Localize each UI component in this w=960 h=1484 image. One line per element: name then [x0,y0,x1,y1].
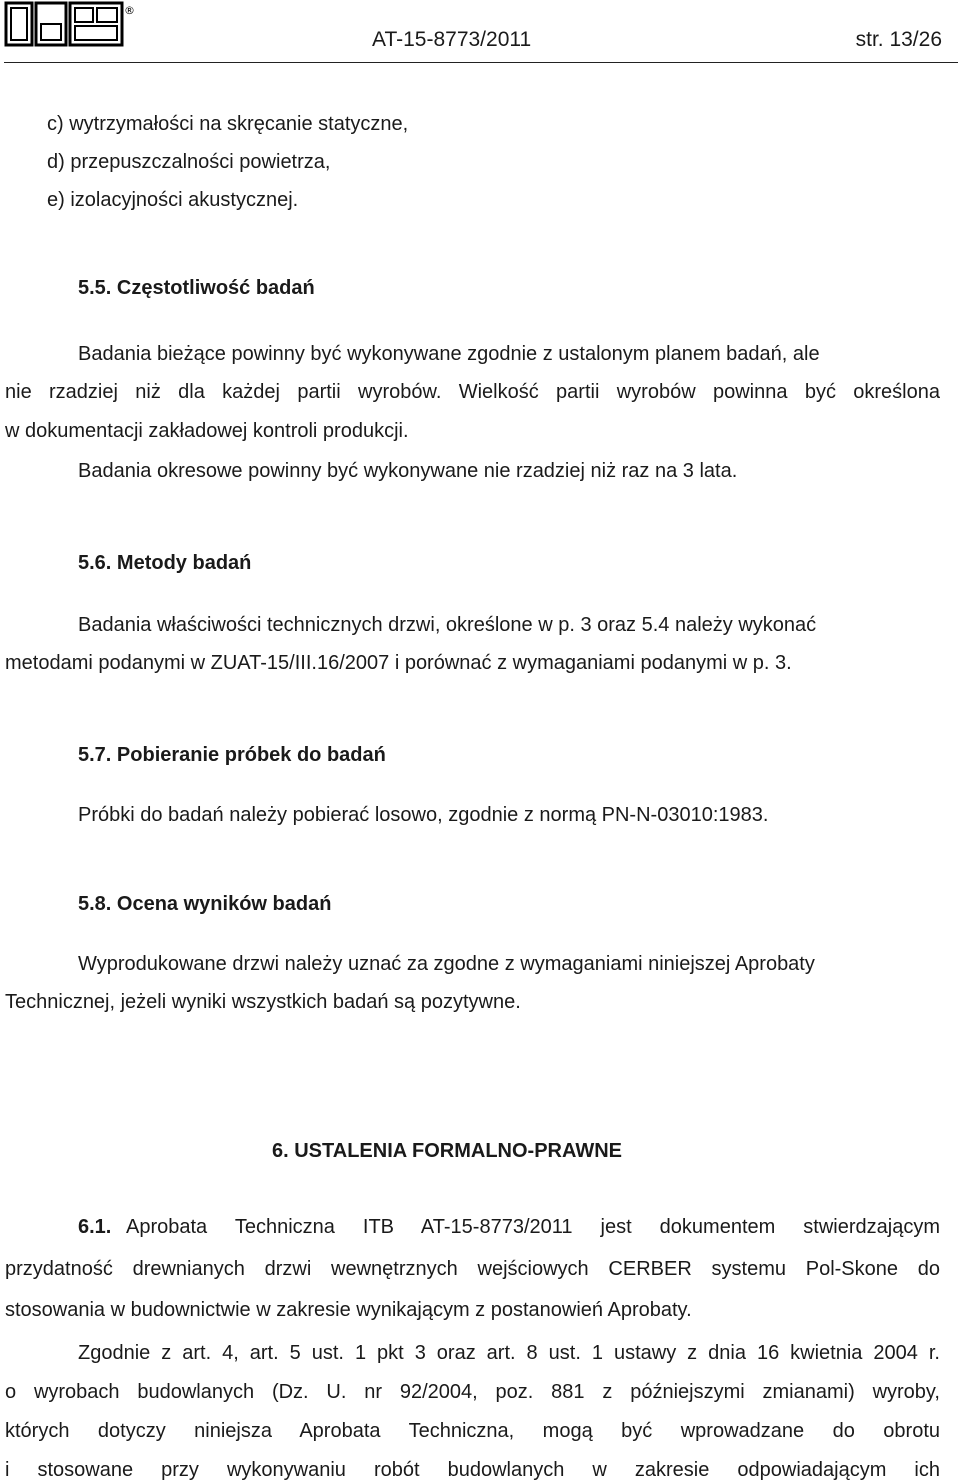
section-heading: 5.7. Pobieranie próbek do badań [78,744,386,766]
paragraph-line: Aprobata Techniczna ITB AT-15-8773/2011 jest dokumentem stwierdzającym [126,1216,940,1238]
paragraph-line: w dokumentacji zakładowej kontroli produkcji. [5,420,409,442]
paragraph-line: Wyprodukowane drzwi należy uznać za zgodne z wymaganiami niniejszej Aprobaty [78,953,815,975]
paragraph-line: Technicznej, jeżeli wyniki wszystkich badań są pozytywne. [5,991,521,1013]
list-item: c) wytrzymałości na skręcanie statyczne, [47,113,409,135]
section-heading: 5.6. Metody badań [78,552,252,574]
section-heading: 5.5. Częstotliwość badań [78,277,315,299]
document-id: AT-15-8773/2011 [372,28,532,51]
paragraph-line: i stosowane przy wykonywaniu robót budowlanych w zakresie odpowiadającym ich [5,1459,940,1481]
section-heading: 5.8. Ocena wyników badań [78,893,332,915]
paragraph-line: których dotyczy niniejsza Aprobata Techniczna, mogą być wprowadzane do obrotu [5,1420,940,1442]
paragraph-line: stosowania w budownictwie w zakresie wynikającym z postanowień Aprobaty. [5,1299,692,1321]
paragraph-line: metodami podanymi w ZUAT-15/III.16/2007 i porównać z wymaganiami podanymi w p. 3. [5,652,792,674]
paragraph-line: Badania właściwości technicznych drzwi, określone w p. 3 oraz 5.4 należy wykonać [78,614,817,636]
list-item: d) przepuszczalności powietrza, [47,151,331,173]
page-number: str. 13/26 [855,28,942,51]
header-divider [4,62,958,63]
paragraph-line: Próbki do badań należy pobierać losowo, zgodnie z normą PN-N-03010:1983. [78,804,769,826]
paragraph-line: Badania bieżące powinny być wykonywane zgodnie z ustalonym planem badań, ale [78,343,820,365]
paragraph-number: 6.1. [78,1216,112,1238]
svg-text:®: ® [124,4,135,17]
paragraph-line: nie rzadziej niż dla każdej partii wyrobów. Wielkość partii wyrobów powinna być określona [5,381,940,403]
paragraph-line: Badania okresowe powinny być wykonywane nie rzadziej niż raz na 3 lata. [78,460,738,482]
list-item: e) izolacyjności akustycznej. [47,189,299,211]
paragraph-line: Zgodnie z art. 4, art. 5 ust. 1 pkt 3 oraz art. 8 ust. 1 ustawy z dnia 16 kwietnia 2004 r. [78,1342,940,1364]
paragraph-line: o wyrobach budowlanych (Dz. U. nr 92/2004, poz. 881 z późniejszymi zmianami) wyroby, [5,1381,940,1403]
itb-logo [5,2,135,48]
paragraph-line: przydatność drewnianych drzwi wewnętrznych wejściowych CERBER systemu Pol-Skone do [5,1258,940,1280]
chapter-heading: 6. USTALENIA FORMALNO-PRAWNE [272,1140,622,1162]
